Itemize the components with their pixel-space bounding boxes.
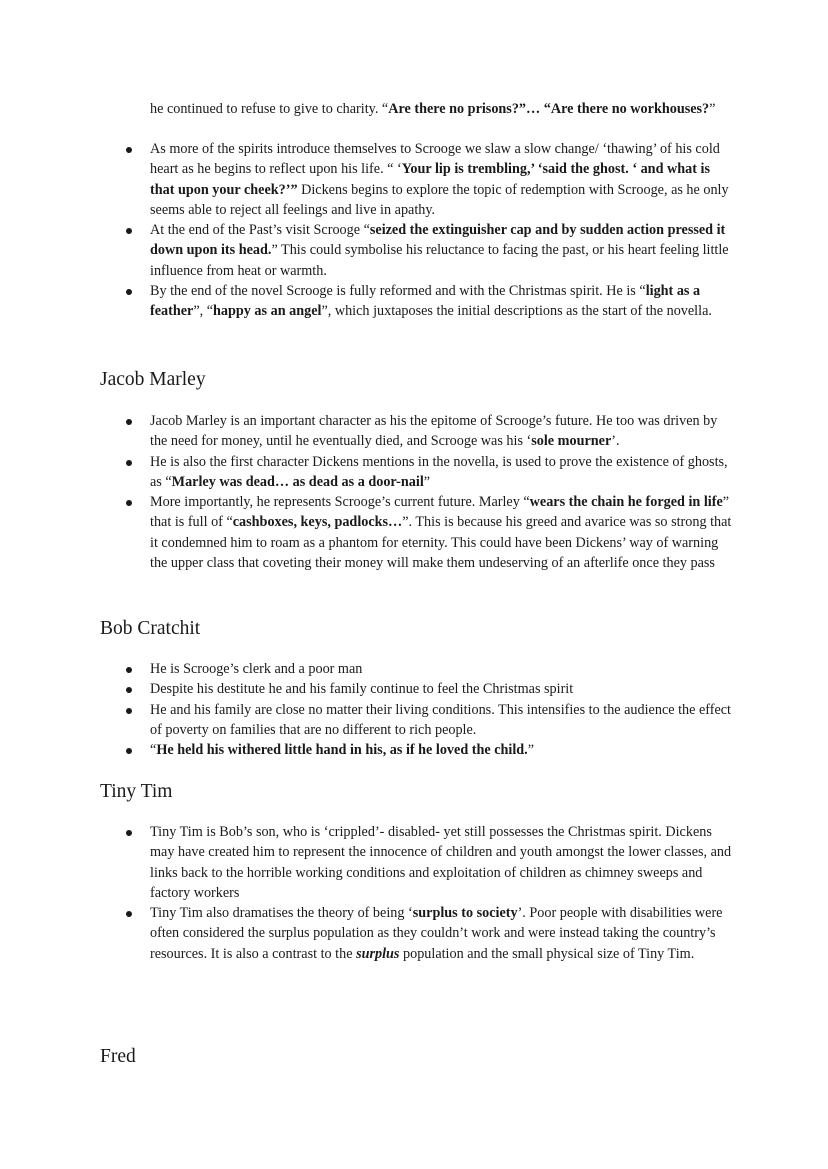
list-item bbox=[150, 679, 735, 699]
list-item bbox=[150, 492, 735, 573]
body-text: Tiny Tim is Bob’s son, who is ‘crippled’- disabled- yet still possesses the Christmas spirit. Dickens may have created him to represent the innocence of children and youth amongst the lower classes, and links back to the horrible working conditions and exploitation of children as chimney sweeps and factory workers bbox=[150, 824, 732, 901]
scrooge-bullet-list bbox=[150, 139, 735, 322]
body-text: As more of the spirits introduce themselves to Scrooge we slaw a slow change/ ‘thawing’ of his cold heart as he begins to reflect upon his life. “ ‘ bbox=[150, 141, 720, 178]
body-text: Dickens begins to explore the topic of redemption with Scrooge, as he only seems able to reject all feelings and live in apathy. bbox=[150, 181, 729, 218]
bold-quote-text: happy as an angel bbox=[213, 303, 322, 320]
list-item bbox=[150, 903, 735, 964]
body-text: ” bbox=[527, 742, 535, 759]
marley-bullet-list bbox=[150, 411, 735, 573]
list-item bbox=[150, 700, 735, 741]
bold-quote-text: surplus to society bbox=[412, 905, 518, 922]
list-item bbox=[150, 281, 735, 322]
body-text: ” that is full of “ bbox=[150, 494, 730, 531]
list-item bbox=[150, 220, 735, 281]
cratchit-bullet-list bbox=[150, 659, 735, 760]
body-text: ’. bbox=[611, 433, 620, 450]
body-text: ”, “ bbox=[193, 303, 214, 320]
bold-quote-text: surplus bbox=[356, 945, 400, 962]
body-text: ”, which juxtaposes the initial descriptions as the start of the novella. bbox=[321, 303, 712, 320]
body-text: He and his family are close no matter their living conditions. This intensifies to the audience the effect of poverty on families that are no different to rich people. bbox=[150, 701, 731, 738]
intro-continuation bbox=[150, 99, 730, 119]
body-text: ’. Poor people with disabilities were often considered the surplus population as they couldn’t work and were instead taking the country’s resources. It is also a contrast to the bbox=[150, 905, 723, 962]
list-item bbox=[150, 411, 735, 452]
body-text: He is also the first character Dickens mentions in the novella, is used to prove the existence of ghosts, as “ bbox=[150, 453, 728, 490]
heading-tiny-tim: Tiny Tim bbox=[100, 781, 173, 802]
bold-quote-text: Your lip is trembling,’ ‘said the ghost. ‘ and what is that upon your cheek?’” bbox=[150, 161, 710, 198]
body-text: ”. This is because his greed and avarice was so strong that it condemned him to roam as a phantom for eternity. This could have been Dickens’ way of warning the upper class that coveting their money will make them undeserving of an afterlife once they pass bbox=[150, 514, 732, 572]
body-text: ” This could symbolise his reluctance to facing the past, or his heart feeling little influence from heat or warmth. bbox=[150, 242, 729, 279]
body-text: At the end of the Past’s visit Scrooge “ bbox=[150, 222, 370, 239]
bold-quote-text: cashboxes, keys, padlocks… bbox=[232, 514, 403, 531]
body-text: By the end of the novel Scrooge is fully reformed and with the Christmas spirit. He is “ bbox=[150, 283, 646, 300]
body-text: Despite his destitute he and his family continue to feel the Christmas spirit bbox=[150, 681, 574, 698]
body-text: Tiny Tim also dramatises the theory of being ‘ bbox=[150, 905, 413, 922]
tiny-tim-bullet-list bbox=[150, 822, 735, 964]
list-item bbox=[150, 659, 735, 679]
bold-quote-text: sole mourner bbox=[531, 433, 612, 450]
bold-quote-text: light as a feather bbox=[150, 283, 701, 320]
heading-fred: Fred bbox=[100, 1046, 136, 1067]
body-text: he continued to refuse to give to charity. “ bbox=[150, 101, 389, 117]
body-text: “ bbox=[150, 742, 157, 759]
body-text: More importantly, he represents Scrooge’s current future. Marley “ bbox=[150, 494, 530, 511]
list-item bbox=[150, 452, 735, 493]
bold-quote-text: Are there no prisons?”… “Are there no workhouses? bbox=[388, 101, 710, 117]
heading-bob-cratchit: Bob Cratchit bbox=[100, 618, 201, 639]
bold-quote-text: Marley was dead… as dead as a door-nail bbox=[171, 473, 424, 490]
list-item bbox=[150, 139, 735, 220]
body-text: Jacob Marley is an important character as his the epitome of Scrooge’s future. He too was driven by the need for money, until he eventually died, and Scrooge was his ‘ bbox=[150, 413, 718, 450]
body-text: population and the small physical size of Tiny Tim. bbox=[399, 945, 695, 962]
body-text: He is Scrooge’s clerk and a poor man bbox=[150, 661, 363, 677]
bold-quote-text: seized the extinguisher cap and by sudden action pressed it down upon its head. bbox=[150, 222, 726, 259]
body-text: ” bbox=[423, 473, 431, 490]
body-text: ” bbox=[709, 101, 716, 117]
bold-quote-text: He held his withered little hand in his, as if he loved the child. bbox=[156, 742, 528, 759]
list-item bbox=[150, 740, 735, 760]
bold-quote-text: wears the chain he forged in life bbox=[529, 494, 723, 511]
list-item bbox=[150, 822, 735, 903]
heading-jacob-marley: Jacob Marley bbox=[100, 369, 206, 390]
